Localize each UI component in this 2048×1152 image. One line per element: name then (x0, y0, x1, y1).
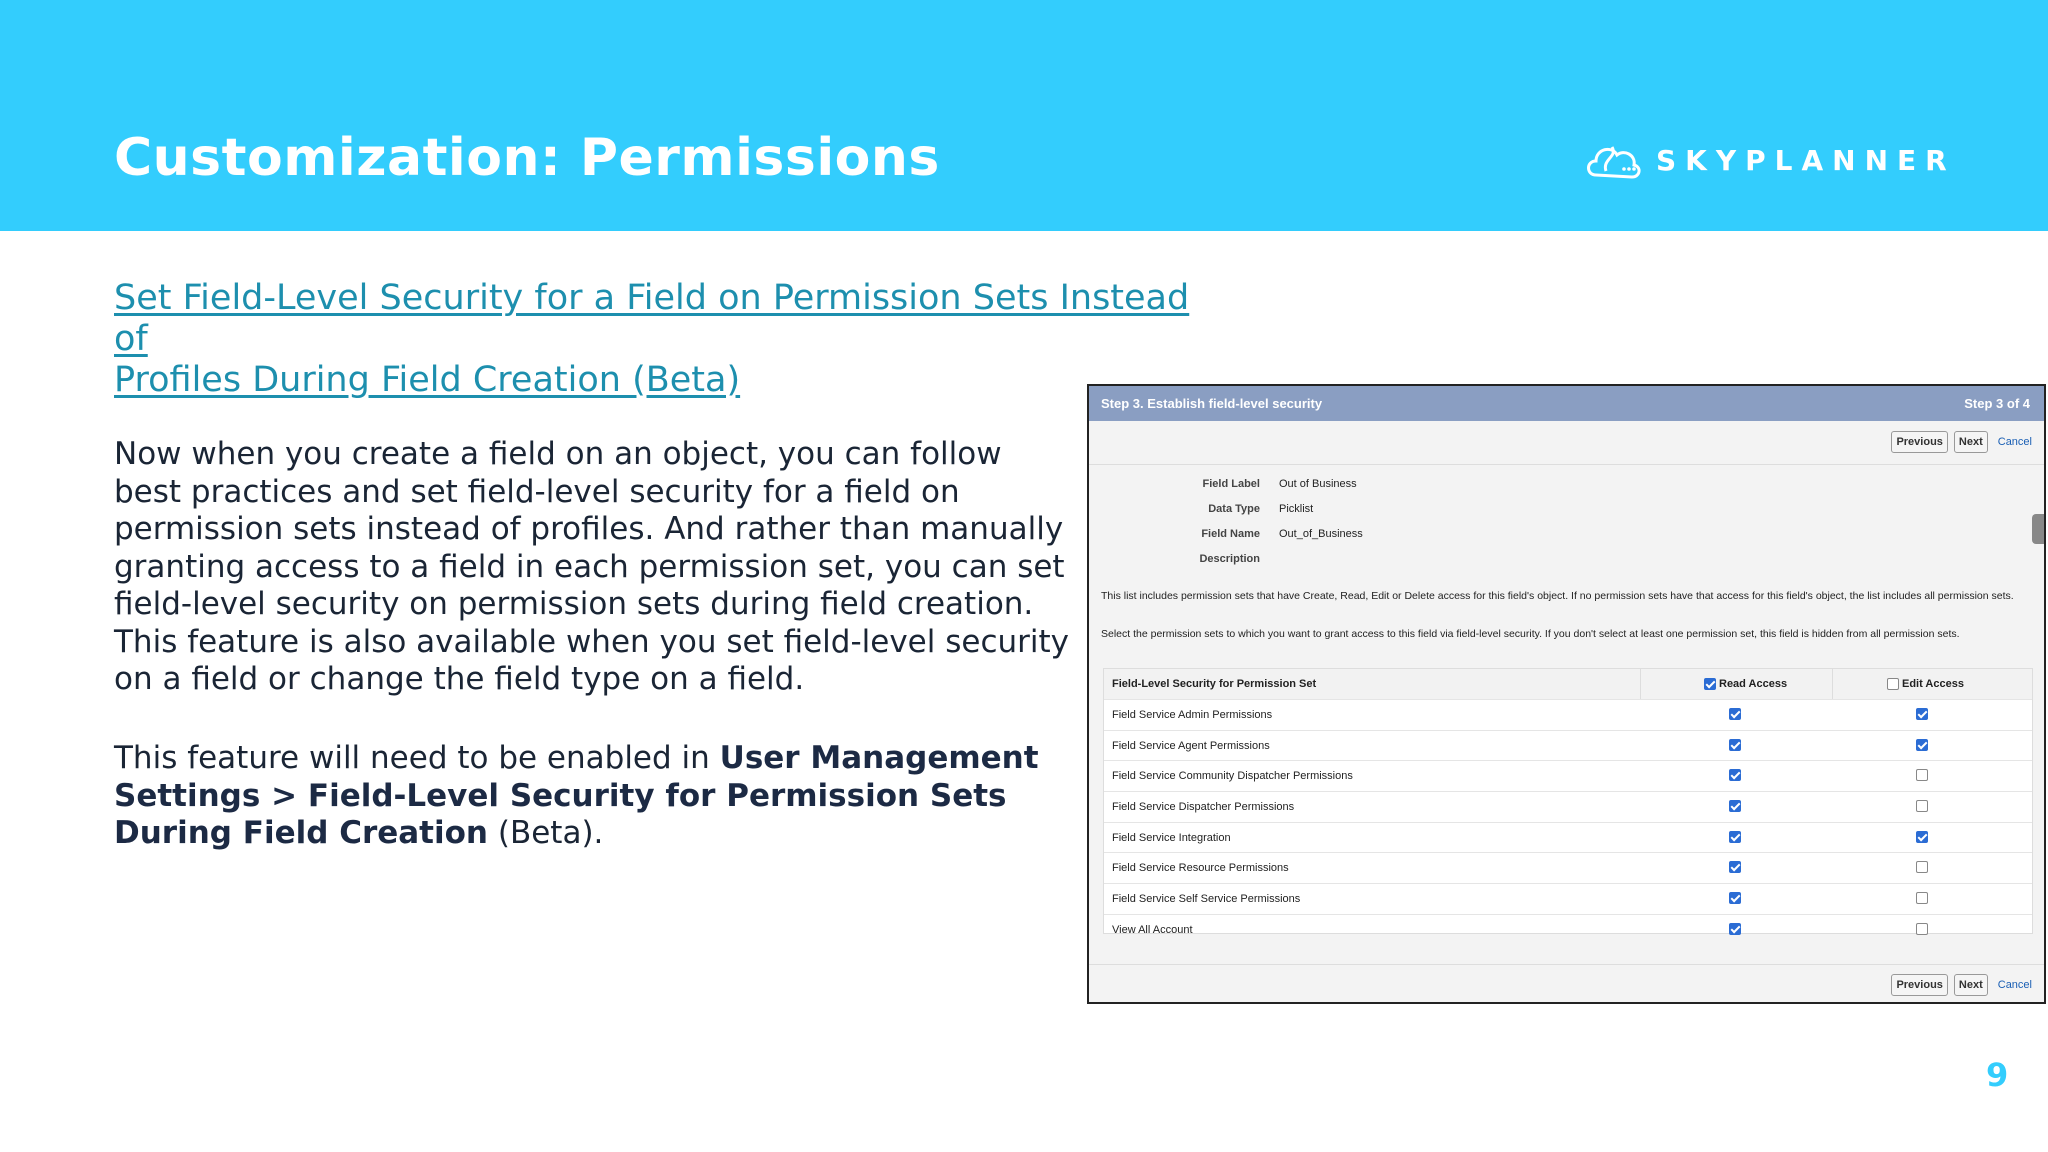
enable-instructions (114, 740, 1074, 853)
table-row (1104, 823, 2032, 854)
edit-access-header (1887, 678, 1964, 690)
field-label-row (1089, 478, 2046, 503)
field-label-value: Out of Business (1279, 478, 1357, 490)
table-header-label: Field-Level Security for Permission Set (1112, 678, 1317, 690)
table-row (1104, 853, 2032, 884)
cancel-link[interactable]: Cancel (1997, 436, 2032, 448)
permission-sets-note: This list includes permission sets that have Create, Read, Edit or Delete access for this field's object. If no permission sets have that access for this field's object, the list includes all permission sets. (1101, 590, 2014, 602)
bottom-button-bar (1891, 974, 2032, 996)
permission-set-name: Field Service Integration (1112, 831, 1231, 844)
read-access-checkbox[interactable] (1729, 739, 1741, 751)
read-access-checkbox[interactable] (1729, 769, 1741, 781)
read-access-header (1704, 678, 1787, 690)
collapse-handle[interactable] (2032, 514, 2044, 544)
edit-access-checkbox[interactable] (1916, 892, 1928, 904)
wizard-step: Step 3 of 4 (1964, 396, 2030, 411)
permission-set-name: Field Service Community Dispatcher Permissions (1112, 770, 1353, 783)
previous-button[interactable]: Previous (1891, 431, 1947, 453)
wizard-title: Step 3. Establish field-level security (1101, 396, 1323, 411)
field-details (1089, 478, 2046, 578)
edit-access-checkbox[interactable] (1916, 800, 1928, 812)
field-name-key: Field Name (1201, 528, 1260, 540)
column-divider (1832, 669, 1833, 699)
table-header-row (1104, 669, 2032, 700)
link-line-1: Set Field-Level Security for a Field on Permission Sets Instead of (114, 278, 1190, 359)
release-note-link[interactable] (114, 278, 1204, 401)
edit-access-checkbox[interactable] (1916, 923, 1928, 935)
edit-access-checkbox[interactable] (1916, 739, 1928, 751)
instructions-suffix: (Beta). (488, 815, 604, 851)
divider-top (1089, 464, 2044, 465)
data-type-value: Picklist (1279, 503, 1314, 515)
cancel-link-bottom[interactable]: Cancel (1997, 979, 2032, 991)
read-access-checkbox[interactable] (1729, 800, 1741, 812)
permission-set-name: View All Account (1112, 923, 1193, 936)
field-label-key: Field Label (1202, 478, 1260, 490)
description-row (1089, 553, 2046, 578)
edit-access-checkbox[interactable] (1916, 769, 1928, 781)
edit-access-checkbox[interactable] (1916, 831, 1928, 843)
logo-text: SKYPLANNER (1656, 143, 1956, 177)
selection-note: Select the permission sets to which you want to grant access to this field via field-level security. If you don't select at least one permission set, this field is hidden from all permission sets. (1101, 628, 1960, 640)
edit-access-checkbox[interactable] (1916, 708, 1928, 720)
divider-bottom (1089, 964, 2044, 965)
read-access-label: Read Access (1719, 678, 1788, 690)
field-name-row (1089, 528, 2046, 553)
top-button-bar (1891, 431, 2032, 453)
edit-access-select-all[interactable] (1887, 678, 1899, 690)
link-line-2: Profiles During Field Creation (Beta) (114, 360, 741, 400)
table-row (1104, 761, 2032, 792)
slide-header (0, 0, 2048, 231)
edit-access-checkbox[interactable] (1916, 861, 1928, 873)
cloud-logo-icon (1584, 135, 1644, 185)
description-key: Description (1199, 553, 1260, 565)
next-button-bottom[interactable]: Next (1954, 974, 1988, 996)
previous-button-bottom[interactable]: Previous (1891, 974, 1947, 996)
table-row (1104, 700, 2032, 731)
read-access-checkbox[interactable] (1729, 708, 1741, 720)
table-row (1104, 792, 2032, 823)
table-row (1104, 731, 2032, 762)
data-type-key: Data Type (1208, 503, 1260, 515)
data-type-row (1089, 503, 2046, 528)
slide-title: Customization: Permissions (114, 128, 940, 188)
read-access-select-all[interactable] (1704, 678, 1716, 690)
table-body (1104, 700, 2032, 945)
permission-set-table (1103, 668, 2033, 934)
permission-set-name: Field Service Resource Permissions (1112, 862, 1289, 875)
permission-set-name: Field Service Agent Permissions (1112, 739, 1270, 752)
edit-access-label: Edit Access (1902, 678, 1964, 690)
instructions-prefix: This feature will need to be enabled in (114, 740, 720, 776)
table-row (1104, 915, 2032, 945)
skyplanner-logo (1584, 130, 1956, 190)
field-name-value: Out_of_Business (1279, 528, 1363, 540)
permission-set-name: Field Service Self Service Permissions (1112, 893, 1301, 906)
wizard-header (1089, 386, 2044, 421)
table-row (1104, 884, 2032, 915)
permission-set-name: Field Service Dispatcher Permissions (1112, 801, 1295, 814)
read-access-checkbox[interactable] (1729, 892, 1741, 904)
read-access-checkbox[interactable] (1729, 831, 1741, 843)
description-paragraph: Now when you create a field on an object, you can follow best practices and set field-level security for a field on permission sets instead of profiles. And rather than manually granting access to a field in each permission set, you can set field-level security on permission sets during field creation. This feature is also available when you set field-level security on a field or change the field type on a field. (114, 436, 1069, 697)
permission-set-name: Field Service Admin Permissions (1112, 709, 1273, 721)
column-divider (1640, 669, 1641, 699)
next-button[interactable]: Next (1954, 431, 1988, 453)
page-number: 9 (1986, 1056, 2009, 1094)
salesforce-screenshot (1087, 384, 2046, 1004)
read-access-checkbox[interactable] (1729, 923, 1741, 935)
settings-path: User Management Settings > Field-Level Security for Permission Sets During Field Creation (114, 740, 1039, 851)
read-access-checkbox[interactable] (1729, 861, 1741, 873)
